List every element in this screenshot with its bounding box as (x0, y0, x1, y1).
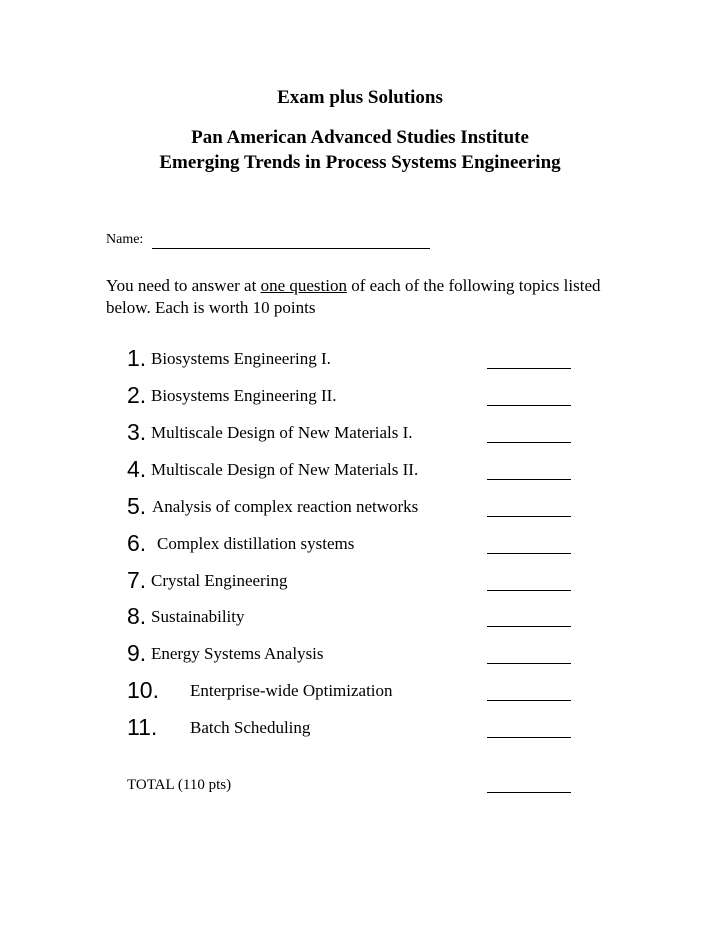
topic-item (127, 530, 577, 556)
topic-number: 3. (127, 419, 147, 445)
topic-item (127, 603, 577, 629)
total-label: TOTAL (110 pts) (127, 777, 232, 793)
score-blank[interactable] (487, 441, 571, 443)
score-blank[interactable] (487, 736, 571, 738)
score-blank[interactable] (487, 662, 571, 664)
topic-item (127, 567, 577, 593)
topic-label: Multiscale Design of New Materials II. (151, 460, 419, 479)
exam-title: Exam plus Solutions (277, 87, 443, 108)
total-row (127, 776, 577, 796)
topic-item (127, 493, 577, 519)
topic-label: Crystal Engineering (151, 571, 288, 590)
score-blank[interactable] (487, 589, 571, 591)
score-blank[interactable] (487, 699, 571, 701)
score-blank[interactable] (487, 404, 571, 406)
topic-label: Sustainability (151, 607, 245, 626)
total-score-blank[interactable] (487, 792, 571, 793)
course-subtitle: Emerging Trends in Process Systems Engineering (159, 152, 561, 173)
topic-item (127, 456, 577, 482)
topic-number: 4. (127, 456, 147, 482)
topic-item (127, 714, 577, 740)
topic-number: 11. (127, 714, 158, 740)
topic-label: Multiscale Design of New Materials I. (151, 423, 413, 442)
topic-label: Analysis of complex reaction networks (152, 497, 419, 516)
topic-item (127, 382, 577, 408)
topic-number: 6. (127, 530, 147, 556)
topic-number: 5. (127, 493, 147, 519)
score-blank[interactable] (487, 367, 571, 369)
topic-item (127, 677, 577, 703)
topic-number: 2. (127, 382, 147, 408)
instructions (106, 275, 626, 319)
topic-number: 9. (127, 640, 147, 666)
topic-item (127, 345, 577, 371)
topic-number: 7. (127, 567, 147, 593)
name-blank-line[interactable] (152, 234, 430, 249)
topic-label: Energy Systems Analysis (151, 644, 324, 663)
instructions-underlined: one question (260, 276, 347, 295)
institute-name: Pan American Advanced Studies Institute (191, 127, 529, 148)
instructions-part2: of each of the following topics listed below. Each is worth 10 points (106, 276, 601, 317)
topic-item (127, 419, 577, 445)
score-blank[interactable] (487, 552, 571, 554)
score-blank[interactable] (487, 515, 571, 517)
name-field (106, 231, 430, 249)
instructions-part1: You need to answer at (106, 276, 261, 295)
topic-number: 10. (127, 677, 159, 703)
topic-number: 8. (127, 603, 147, 629)
topic-label: Enterprise-wide Optimization (190, 681, 393, 700)
score-blank[interactable] (487, 478, 571, 480)
topic-label: Biosystems Engineering II. (151, 386, 337, 405)
name-label: Name: (106, 232, 144, 247)
topic-item (127, 640, 577, 666)
topic-label: Biosystems Engineering I. (151, 349, 331, 368)
topic-label: Batch Scheduling (190, 718, 311, 737)
topic-number: 1. (127, 345, 147, 371)
topic-label: Complex distillation systems (157, 534, 355, 553)
score-blank[interactable] (487, 625, 571, 627)
